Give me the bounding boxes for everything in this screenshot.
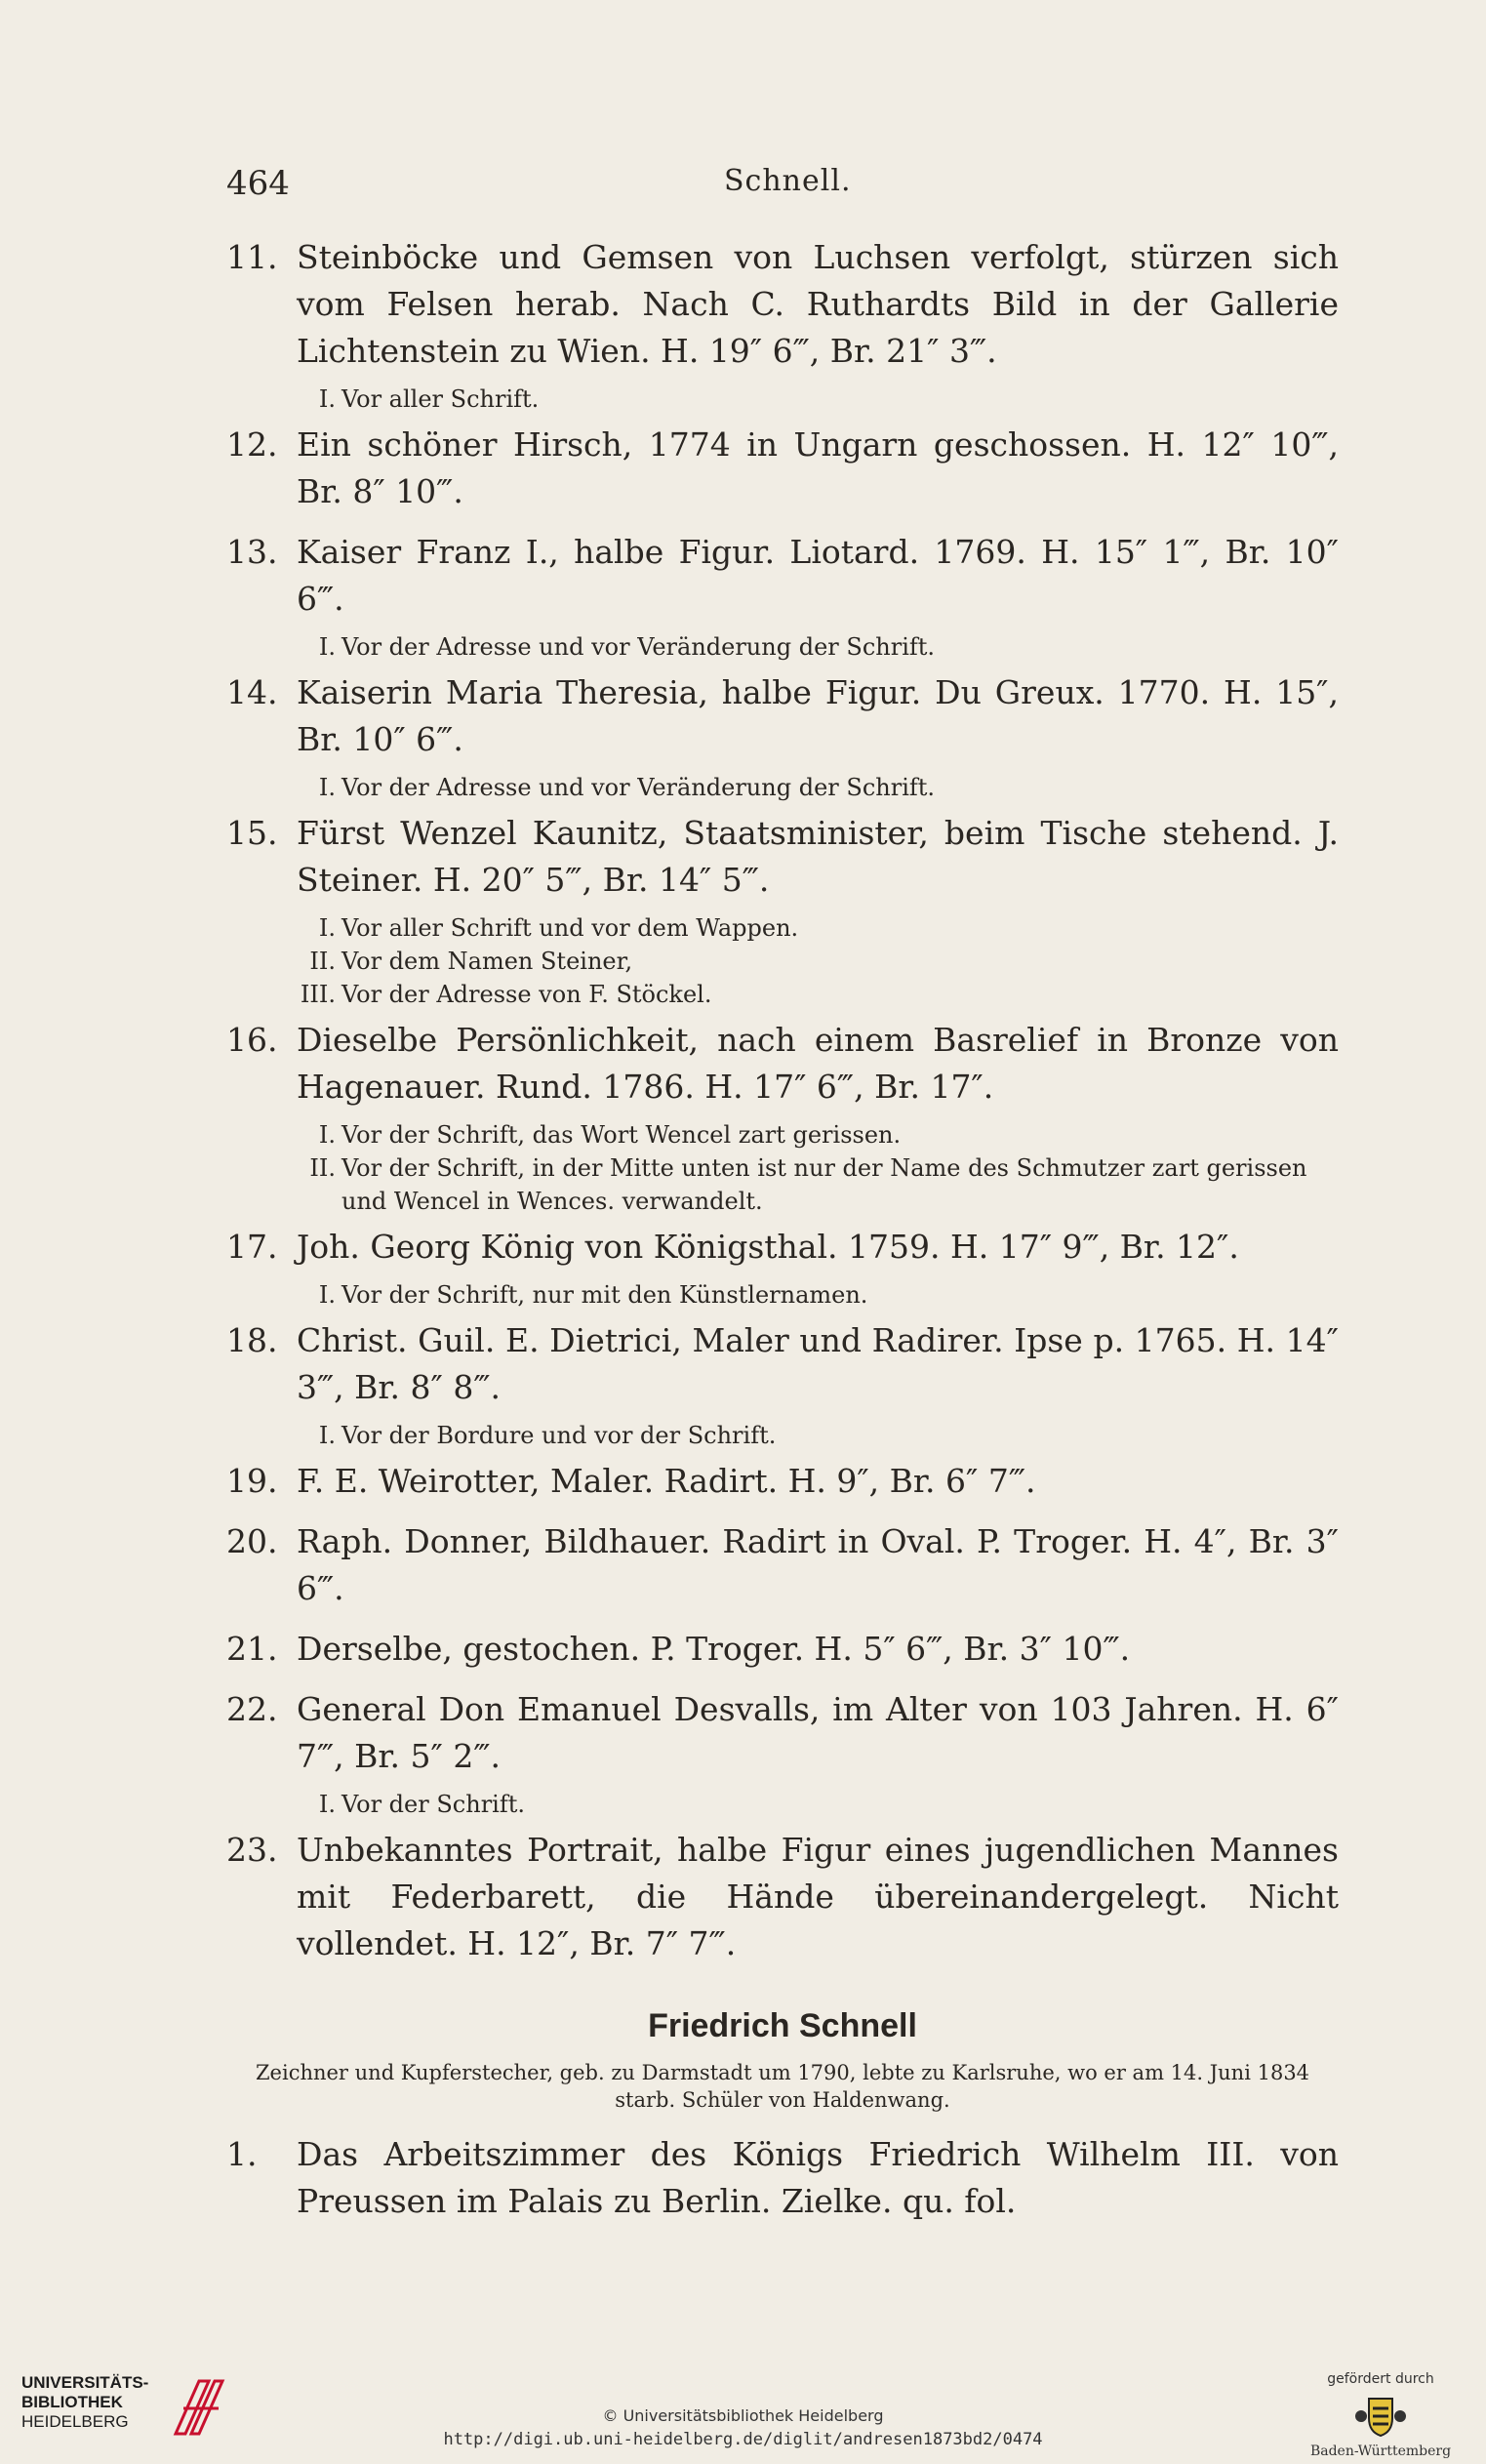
entry-number: 13. (226, 533, 278, 571)
entry-state (226, 383, 1339, 416)
catalogue-entry (226, 669, 1339, 763)
library-name-line3: HEIDELBERG (21, 2412, 129, 2431)
state-number: II. (309, 948, 336, 975)
catalogue-body (226, 234, 1339, 2233)
entry-number: 19. (226, 1462, 278, 1500)
entry-number: 1. (226, 2135, 258, 2173)
entry-number: 11. (226, 238, 278, 276)
sponsor-name: Baden-Württemberg (1309, 2444, 1452, 2459)
catalogue-entry (226, 2131, 1339, 2225)
entry-number: 15. (226, 814, 278, 852)
catalogue-entry (226, 1017, 1339, 1111)
state-number: II. (309, 1154, 336, 1182)
library-name-line1: UNIVERSITÄTS- (21, 2373, 149, 2392)
copyright-notice: © Universitätsbibliothek Heidelberg (602, 2406, 884, 2425)
catalogue-entry (226, 1626, 1339, 1673)
state-number: I. (318, 1422, 336, 1449)
entry-text: General Don Emanuel Desvalls, im Alter von 103 Jahren. H. 6″ 7‴, Br. 5″ 2‴. (297, 1690, 1339, 1775)
entry-text: Raph. Donner, Bildhauer. Radirt in Oval. P. Troger. H. 4″, Br. 3″ 6‴. (297, 1522, 1339, 1607)
footer (0, 2352, 1486, 2464)
catalogue-entry (226, 1458, 1339, 1505)
entry-text: Unbekanntes Portrait, halbe Figur eines jugendlichen Mannes mit Federbarett, die Hände übereinandergelegt. Nicht vollendet. H. 12″, Br. 7″ 7‴. (297, 1831, 1339, 1962)
catalogue-entry (226, 422, 1339, 515)
entry-state (226, 1118, 1339, 1151)
entry-number: 20. (226, 1522, 278, 1560)
entry-text: Christ. Guil. E. Dietrici, Maler und Radirer. Ipse p. 1765. H. 14″ 3‴, Br. 8″ 8‴. (297, 1321, 1339, 1406)
state-number: I. (318, 1281, 336, 1309)
state-text: Vor der Schrift, das Wort Wencel zart gerissen. (341, 1121, 902, 1149)
page-header (226, 164, 1339, 203)
entry-number: 22. (226, 1690, 278, 1728)
entry-state (226, 1278, 1339, 1312)
entry-number: 17. (226, 1228, 278, 1266)
state-text: Vor der Adresse und vor Veränderung der Schrift. (341, 633, 936, 661)
entry-number: 14. (226, 673, 278, 711)
catalogue-entry (226, 1686, 1339, 1780)
state-text: Vor dem Namen Steiner, (341, 948, 633, 975)
sponsor-label: gefördert durch (1327, 2371, 1434, 2387)
entry-number: 23. (226, 1831, 278, 1869)
entry-state (226, 945, 1339, 978)
state-number: III. (300, 981, 336, 1008)
entry-state (226, 978, 1339, 1011)
state-number: I. (318, 385, 336, 413)
state-number: I. (318, 1121, 336, 1149)
source-url[interactable]: http://digi.ub.uni-heidelberg.de/diglit/andresen1873bd2/0474 (443, 2430, 1043, 2449)
state-number: I. (318, 1791, 336, 1818)
state-text: Vor aller Schrift und vor dem Wappen. (341, 914, 799, 942)
state-text: Vor der Schrift. (341, 1791, 525, 1818)
entry-state (226, 1151, 1339, 1218)
entry-state (226, 1419, 1339, 1452)
sponsor-block (1298, 2371, 1464, 2459)
entry-text: Derselbe, gestochen. P. Troger. H. 5″ 6‴, Br. 3″ 10‴. (297, 1630, 1131, 1668)
entry-text: Das Arbeitszimmer des Königs Friedrich Wilhelm III. von Preussen im Palais zu Berlin. Zielke. qu. fol. (297, 2135, 1339, 2220)
entry-number: 21. (226, 1630, 278, 1668)
entry-state (226, 911, 1339, 945)
entry-text: Ein schöner Hirsch, 1774 in Ungarn geschossen. H. 12″ 10‴, Br. 8″ 10‴. (297, 425, 1339, 510)
state-text: Vor der Adresse von F. Stöckel. (341, 981, 712, 1008)
entry-text: F. E. Weirotter, Maler. Radirt. H. 9″, Br. 6″ 7‴. (297, 1462, 1036, 1500)
catalogue-entry (226, 1827, 1339, 1967)
entry-state (226, 1788, 1339, 1821)
state-text: Vor der Schrift, nur mit den Künstlernamen. (341, 1281, 868, 1309)
entry-text: Steinböcke und Gemsen von Luchsen verfolgt, stürzen sich vom Felsen herab. Nach C. Ruthardts Bild in der Gallerie Lichtenstein zu Wien. H. 19″ 6‴, Br. 21″ 3‴. (297, 238, 1339, 370)
entry-text: Kaiser Franz I., halbe Figur. Liotard. 1769. H. 15″ 1‴, Br. 10″ 6‴. (297, 533, 1339, 618)
section-heading: Friedrich Schnell (648, 2007, 917, 2044)
state-text: Vor der Bordure und vor der Schrift. (341, 1422, 777, 1449)
state-text: Vor der Adresse und vor Veränderung der Schrift. (341, 774, 936, 801)
entry-state (226, 630, 1339, 664)
entry-state (226, 771, 1339, 804)
page-number: 464 (226, 164, 290, 203)
catalogue-entry (226, 529, 1339, 623)
state-text: Vor der Schrift, in der Mitte unten ist nur der Name des Schmutzer zart gerissen und Wencel in Wences. verwandelt. (341, 1154, 1307, 1215)
entry-text: Kaiserin Maria Theresia, halbe Figur. Du Greux. 1770. H. 15″, Br. 10″ 6‴. (297, 673, 1339, 758)
catalogue-entry (226, 234, 1339, 375)
state-crest-icon (1351, 2393, 1410, 2440)
entry-number: 12. (226, 425, 278, 464)
state-number: I. (318, 914, 336, 942)
entry-number: 16. (226, 1021, 278, 1059)
entry-text: Fürst Wenzel Kaunitz, Staatsminister, beim Tische stehend. J. Steiner. H. 20″ 5‴, Br. 14″ 5‴. (297, 814, 1339, 899)
entry-number: 18. (226, 1321, 278, 1359)
artist-biography: Zeichner und Kupferstecher, geb. zu Darmstadt um 1790, lebte zu Karlsruhe, wo er am 14. Juni 1834 starb. Schüler von Haldenwang. (255, 2061, 1310, 2112)
catalogue-entry (226, 1224, 1339, 1271)
state-text: Vor aller Schrift. (341, 385, 540, 413)
catalogue-entry (226, 1317, 1339, 1411)
state-number: I. (318, 774, 336, 801)
entry-text: Dieselbe Persönlichkeit, nach einem Basrelief in Bronze von Hagenauer. Rund. 1786. H. 17″ 6‴, Br. 17″. (297, 1021, 1339, 1106)
catalogue-entry (226, 1518, 1339, 1612)
entry-text: Joh. Georg König von Königsthal. 1759. H. 17″ 9‴, Br. 12″. (297, 1228, 1239, 1266)
catalogue-entry (226, 810, 1339, 904)
state-number: I. (318, 633, 336, 661)
running-title: Schnell. (724, 164, 852, 198)
library-name-line2: BIBLIOTHEK (21, 2393, 123, 2411)
